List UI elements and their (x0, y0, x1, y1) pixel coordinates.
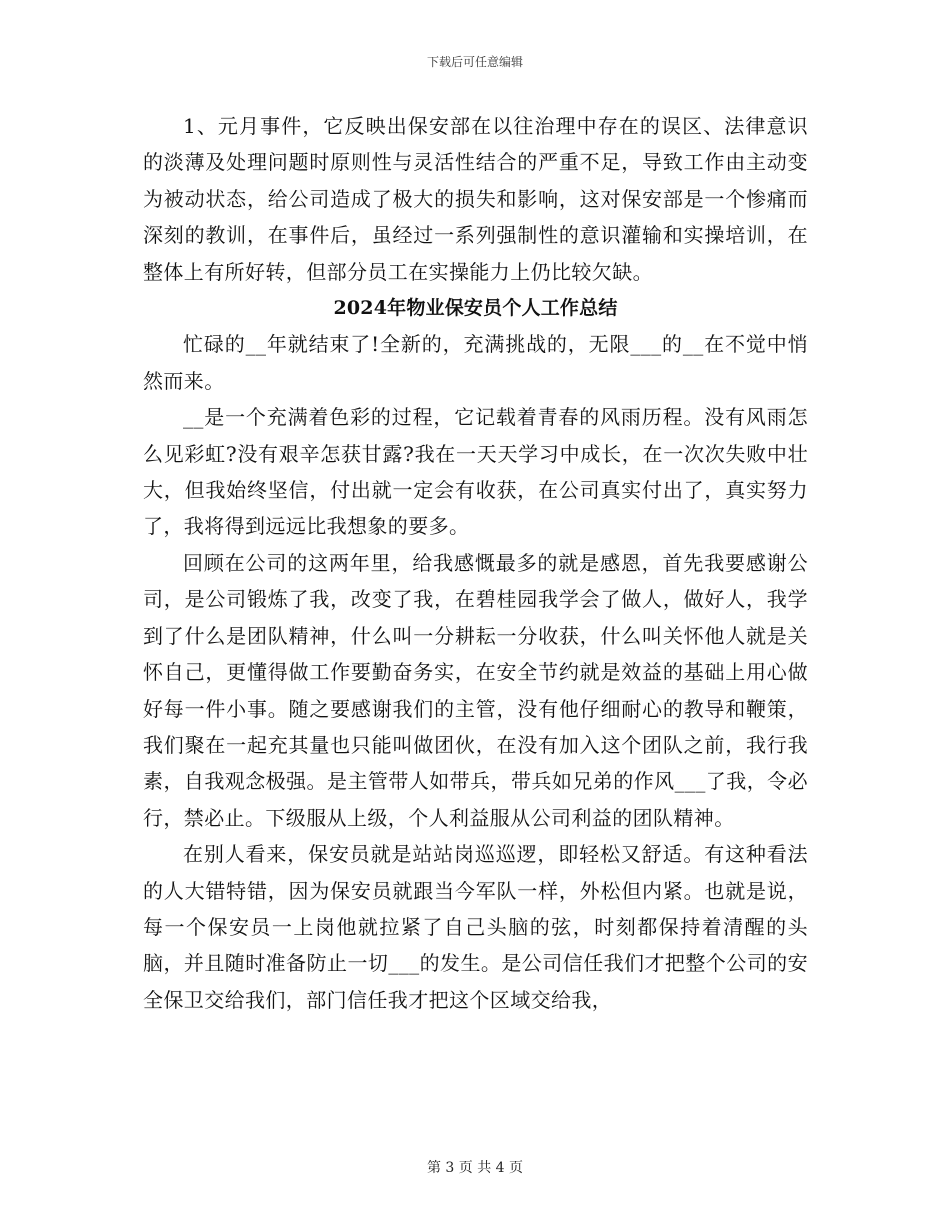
paragraph-1: 忙碌的__年就结束了!全新的，充满挑战的，无限___的__在不觉中悄然而来。 (143, 332, 808, 393)
paragraph-2: __是一个充满着色彩的过程，它记载着青春的风雨历程。没有风雨怎么见彩虹?没有艰辛怎获甘露?我在一天天学习中成长，在一次次失败中壮大，但我始终坚信，付出就一定会有收获，在公司真实付出了，真实努力了，我将得到远远比我想象的要多。 (143, 405, 808, 539)
page-footer: 第 3 页 共 4 页 (426, 1160, 524, 1176)
paragraph-4: 在别人看来，保安员就是站站岗巡巡逻，即轻松又舒适。有这种看法的人大错特错，因为保安员就跟当今军队一样，外松但内紧。也就是说，每一个保安员一上岗他就拉紧了自己头脑的弦，时刻都保持着清醒的头脑，并且随时准备防止一切___的发生。是公司信任我们才把整个公司的安全保卫交给我们，部门信任我才把这个区域交给我， (143, 842, 808, 1012)
document-body (143, 108, 808, 1018)
intro-paragraph: 1、元月事件，它反映出保安部在以往治理中存在的误区、法律意识的淡薄及处理问题时原则性与灵活性结合的严重不足，导致工作由主动变为被动状态，给公司造成了极大的损失和影响，这对保安部是一个惨痛而深刻的教训，在事件后，虽经过一系列强制性的意识灌输和实操培训，在整体上有所好转，但部分员工在实操能力上仍比较欠缺。 (143, 114, 808, 284)
document-title: 2024年物业保安员个人工作总结 (333, 297, 618, 320)
paragraph-3: 回顾在公司的这两年里，给我感慨最多的就是感恩，首先我要感谢公司，是公司锻炼了我，改变了我，在碧桂园我学会了做人，做好人，我学到了什么是团队精神，什么叫一分耕耘一分收获，什么叫关怀他人就是关怀自己，更懂得做工作要勤奋务实，在安全节约就是效益的基础上用心做好每一件小事。随之要感谢我们的主管，没有他仔细耐心的教导和鞭策，我们聚在一起充其量也只能叫做团伙，在没有加入这个团队之前，我行我素，自我观念极强。是主管带人如带兵，带兵如兄弟的作风___了我，令必行，禁必止。下级服从上级，个人利益服从公司利益的团队精神。 (143, 550, 808, 830)
page-header: 下载后可任意编辑 (426, 55, 523, 69)
